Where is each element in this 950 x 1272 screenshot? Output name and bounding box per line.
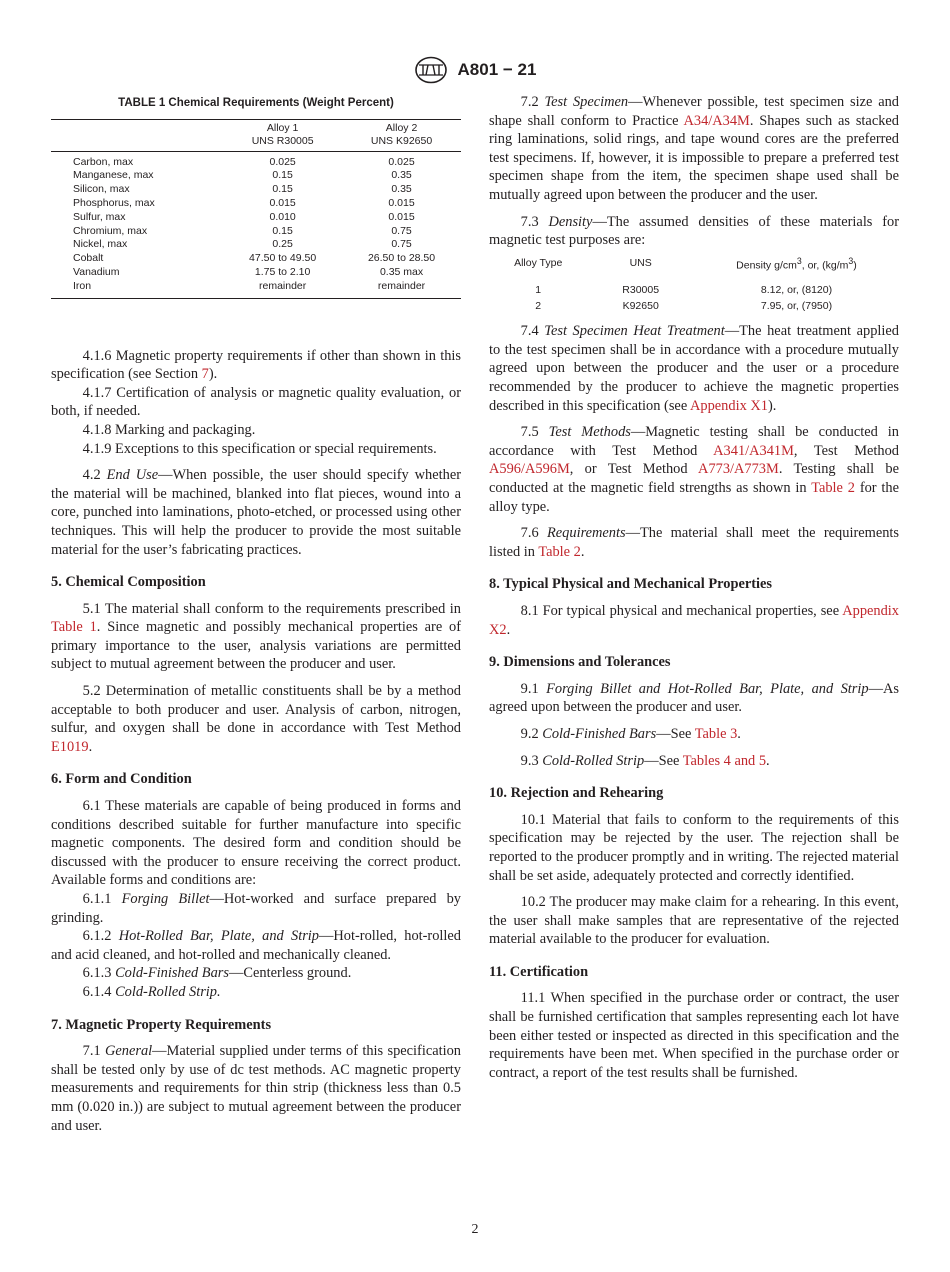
para-10-2: 10.2 The producer may make claim for a rehearing. In this event, the user shall make samples that are representative of the rejected material available to the producer for evaluation.: [489, 894, 899, 948]
para-7-1: 7.1 General—Material supplied under terms of this specification shall be tested only by use of dc test methods. AC magnetic property measurements and requirements for thin strip (thickness less than 0.5 mm (0.020 in.)) are subject to mutual agreement between the producer and user.: [51, 1043, 461, 1134]
table-row: Sulfur, max 0.010 0.015: [73, 210, 415, 223]
para-6-1: 6.1 These materials are capable of being produced in forms and conditions described suitable for further manufacture into specific magnetic components. The desired form and condition should be discussed with the producer to ensure receiving the correct product. Available forms and conditions are:: [51, 798, 461, 889]
section-5-heading: 5. Chemical Composition: [51, 574, 206, 591]
section-10-heading: 10. Rejection and Rehearing: [489, 785, 664, 802]
e1019-link[interactable]: E1019: [51, 738, 89, 755]
table-2-link[interactable]: Table 2: [811, 480, 855, 496]
density-table: [489, 254, 899, 315]
table-2-link[interactable]: Table 2: [538, 543, 581, 560]
table-3-link[interactable]: Table 3: [694, 725, 738, 742]
table-row: Chromium, max 0.15 0.75: [73, 224, 412, 237]
table-row: Vanadium 1.75 to 2.10 0.35 max: [73, 265, 424, 278]
para-9-2: 9.2 Cold-Finished Bars—See Table 3.: [520, 725, 741, 742]
para-6-1-4: 6.1.4 Cold-Rolled Strip.: [82, 983, 221, 1000]
a773-link[interactable]: A773/A773M: [698, 461, 779, 478]
para-6-1-2: 6.1.2 Hot-Rolled Bar, Plate, and Strip—Hot-rolled, hot-rolled and acid cleaned, and hot-rolled and mechanically cleaned.: [51, 928, 461, 963]
para-8-1: 8.1 For typical physical and mechanical properties, see Appendix X2.: [489, 602, 899, 638]
a341-link[interactable]: A341/A341M: [713, 442, 794, 459]
table-row: Manganese, max 0.15 0.35: [73, 169, 412, 182]
para-6-1-1: 6.1.1 Forging Billet—Hot-worked and surface prepared by grinding.: [51, 891, 461, 926]
table-row: Cobalt 47.50 to 49.50 26.50 to 28.50: [73, 252, 436, 265]
appendix-x2-link[interactable]: Appendix X2: [489, 602, 899, 638]
section-7-link[interactable]: 7: [201, 366, 209, 383]
appendix-x1-link[interactable]: Appendix X1: [690, 397, 768, 414]
table-1-link[interactable]: Table 1: [51, 619, 97, 636]
para-7-2: 7.2 Test Specimen—Whenever possible, test specimen size and shape shall conform to Practice A34/A34M. Shapes such as stacked ring laminations, solid rings, and tape wound cores are the preferred test specimens. If, however, it is impossible to prepare a preferred test specimen shape from the item, the specimen shape used shall be mutually agreed upon between the producer and the user.: [489, 94, 900, 203]
table-header-cell: [51, 119, 223, 151]
table-header-alloy1: Alloy 1 UNS R30005: [223, 119, 342, 151]
para-4-1-6: 4.1.6 Magnetic property requirements if other than shown in this specification (see Section 7).: [51, 347, 461, 383]
section-9-heading: 9. Dimensions and Tolerances: [489, 654, 671, 671]
para-7-3: 7.3 Density—The assumed densities of these materials for magnetic test purposes are:: [489, 213, 899, 249]
para-10-1: 10.1 Material that fails to conform to the requirements of this specification may be rejected by the user. The rejection shall be reported to the producer promptly and in writing. The rejected material shall be set aside, adequately protected and correctly identified.: [489, 811, 899, 884]
section-7-heading: 7. Magnetic Property Requirements: [51, 1016, 272, 1033]
para-6-1-3: 6.1.3 Cold-Finished Bars—Centerless ground.: [82, 965, 352, 982]
table-row: 1 R30005 8.12, or, (8120): [535, 284, 833, 297]
page-number: 2: [471, 1222, 479, 1237]
para-7-4: 7.4 Test Specimen Heat Treatment—The heat treatment applied to the test specimen shall be in accordance with a procedure mutually agreed upon between the producer and the user or a procedure recommended by the producer to achieve the magnetic properties described in this specification (see Appendix X1).: [489, 323, 899, 414]
para-9-3: 9.3 Cold-Rolled Strip—See Tables 4 and 5.: [520, 752, 770, 769]
right-column: [489, 93, 899, 1090]
table-row: Iron remainder remainder: [73, 279, 426, 292]
density-header-row: Alloy Type UNS Density $g/cm^3$, or, $(kg/m^3)$: [489, 254, 899, 284]
section-8-heading: 8. Typical Physical and Mechanical Properties: [489, 576, 773, 593]
tables-4-5-link[interactable]: Tables 4 and 5: [682, 752, 767, 769]
table-row: Silicon, max 0.15 0.35: [73, 183, 412, 196]
para-4-1-7: 4.1.7 Certification of analysis or magnetic quality evaluation, or both, if needed.: [51, 384, 461, 420]
para-4-1-8: 4.1.8 Marking and packaging.: [82, 421, 256, 438]
para-11-1: 11.1 When specified in the purchase order or contract, the user shall be furnished certification that samples representing each lot have been either tested or inspected as directed in this specification and the requirements have been met. When specified in the purchase order or contract, a report of the test results shall be furnished.: [489, 990, 899, 1081]
table-row: 2 K92650 7.95, or, (7950): [535, 299, 833, 312]
table-header-alloy2: Alloy 2 UNS K92650: [342, 119, 461, 151]
para-4-1-9: 4.1.9 Exceptions to this specification or special requirements.: [82, 440, 437, 457]
section-6-heading: 6. Form and Condition: [51, 771, 192, 788]
astm-logo-icon: [414, 56, 448, 84]
para-5-1: 5.1 The material shall conform to the requirements prescribed in Table 1. Since magnetic and possibly mechanical properties are of primary importance to the user, analysis variations are permitted subject to mutual agreement between the producer and user.: [51, 600, 462, 673]
chemical-requirements-table: [51, 119, 461, 299]
para-4-2: 4.2 End Use—When possible, the user should specify whether the material will be machined, blanked into flat pieces, wound into a core, punched into laminations, photo-etched, or processed using other techniques. This will help the producer to provide the most suitable material for the user’s fabricating practices.: [51, 467, 461, 558]
page-header: [0, 56, 950, 84]
a596-link[interactable]: A596/A596M: [489, 461, 570, 478]
para-5-2: 5.2 Determination of metallic constituents shall be by a method acceptable to both producer and user. Analysis of carbon, nitrogen, sulfur, and oxygen shall be done in accordance with Test Method E1019.: [51, 683, 461, 755]
a34-link[interactable]: A34/A34M: [683, 112, 750, 129]
table1-title: TABLE 1 Chemical Requirements (Weight Percent): [118, 97, 394, 109]
table-row: Phosphorus, max 0.015 0.015: [73, 196, 415, 209]
table-row: Nickel, max 0.25 0.75: [73, 238, 412, 251]
density-unit-header: Density $g/cm^3$, or, $(kg/m^3)$: [736, 255, 857, 272]
table-row: Carbon, max 0.025 0.025: [73, 155, 415, 168]
para-9-1: 9.1 Forging Billet and Hot-Rolled Bar, Plate, and Strip—As agreed upon between the producer and user.: [489, 680, 899, 716]
para-7-5: 7.5 Test Methods—Magnetic testing shall be conducted in accordance with Test Method A341/A341M, Test Method A596/A596M, or Test Method A773/A773M. Testing shall be conducted at the magnetic field strengths as shown in Table 2 for the alloy type.: [489, 424, 900, 515]
table-header-row: [51, 119, 461, 151]
standard-designation: A801 − 21: [457, 60, 537, 79]
para-7-6: 7.6 Requirements—The material shall meet the requirements listed in Table 2.: [489, 525, 899, 560]
section-11-heading: 11. Certification: [489, 963, 589, 980]
left-column: [51, 93, 461, 1143]
